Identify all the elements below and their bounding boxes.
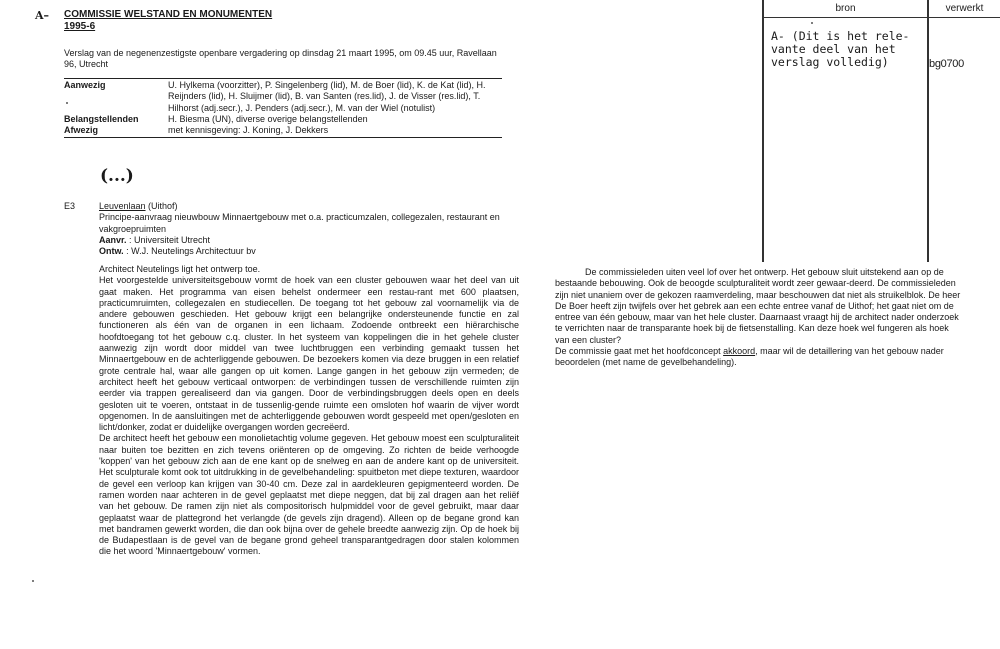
designer-label: Ontw. [99, 246, 124, 257]
paragraph: Architect Neutelings ligt het ontwerp toe. [99, 264, 261, 274]
item-description: Principe-aanvraag nieuwbouw Minnaertgebouw met o.a. practicumzalen, collegezalen, restaurant en vakgroepruimten [99, 212, 500, 234]
applicant-label: Aanvr. [99, 234, 127, 245]
section-marker: A– [35, 9, 50, 22]
source-table-divider [927, 0, 929, 262]
attendance-row-absent [64, 125, 502, 136]
bron-line: verslag volledig) [771, 55, 889, 69]
title-line-2: 1995-6 [64, 21, 96, 32]
item-applicant [99, 235, 519, 246]
omission-ellipsis: (...) [100, 166, 134, 186]
attendance-label: Belangstellenden [64, 113, 139, 124]
document-title [64, 9, 272, 33]
attendance-row-interested [64, 114, 502, 125]
assessment-paragraph: De commissieleden uiten veel lof over het ontwerp. Het gebouw sluit uitstekend aan op de bestaande bebouwing. Ook de beoogde sculpturaliteit wordt zeer gewaar-deerd. De commissieleden zijn niet unaniem over de gekozen raamverdeling, maar beschouwen dat niet als struikelblok. De heer De Boer heeft zijn twijfels over het gebrek aan een echte entree vanaf de Uithof; het gaat niet om de entree van één gebouw, maar van het hele cluster. Daarnaast vraagt hij de architect nader onderzoek te verrichten naar de transparante hoek bij de fietsenstalling. Kan deze hoek wel fungeren als hoek van een cluster? [555, 267, 961, 345]
meeting-intro: Verslag van de negenenzestigste openbare vergadering op dinsdag 21 maart 1995, om 09.45 uur, Ravellaan 96, Utrecht [64, 48, 497, 70]
item-location-suffix: (Uithof) [145, 201, 178, 211]
item-designer [99, 246, 519, 257]
paragraph: De architect heeft het gebouw een monolietachtig volume gegeven. Het gebouw moest een sculpturaliteit naar buiten toe bezitten en zich tevens oriënteren op de omgeving. Zo richten de beide verhoogde 'koppen' van het gebouw zich aan de ene kant op de snelweg en aan de andere kant op de universiteit. Het sculpturale komt ook tot uitdrukking in de gevelbehandeling: spuitbeton met diepe texturen, waardoor de gevel een verloop kan krijgen van 30-40 cm. Deze zal in aardekleuren gepigmenteerd worden. De ramen worden naar achteren in de gevel geplaatst met diepe neggen, dat bij zal dragen aan het reliëf van het gebouw. De ramen zijn niet als compositorisch hulpmiddel voor de gevel gebruikt, maar daar geplaatst waar de plattegrond het verlangde (de gevels zijn dragend). Alleen op de begane grond kan met bandramen gewerkt worden, die dan ook bijna over de gehele breedte aanwezig zijn. Op de hoek bij de Budapestlaan is de gevel van de begane grond geheel transparantgedragen door stalen kolommen die het woord 'Minnaertgebouw' vormen. [99, 433, 519, 557]
header-verwerkt: verwerkt [945, 3, 984, 14]
attendance-table [64, 78, 502, 138]
attendance-label: Aanwezig [64, 80, 106, 90]
bron-line: vante deel van het [771, 42, 896, 56]
bron-note [771, 30, 909, 69]
attendance-label: Afwezig [64, 125, 99, 136]
item-location-street: Leuvenlaan [99, 201, 146, 211]
source-table-header-line [762, 17, 1000, 18]
conclusion-keyword: akkoord [723, 346, 756, 357]
verwerkt-code: bg0700 [929, 58, 964, 70]
conclusion-post: , maar wil de detaillering van het gebouw nader beoordelen (met name de gevelbehandeling). [555, 346, 944, 368]
designer-value: : W.J. Neutelings Architectuur bv [123, 246, 256, 257]
conclusion-paragraph [555, 346, 965, 369]
title-line-1: COMMISSIE WELSTAND EN MONUMENTEN [64, 9, 273, 20]
scan-speck [811, 22, 813, 24]
agenda-item [99, 201, 519, 257]
item-location [99, 201, 519, 212]
applicant-value: : Universiteit Utrecht [126, 234, 211, 245]
paragraph: Het voorgestelde universiteitsgebouw vormt de hoek van een cluster gebouwen waar het deel van uit gaat maken. Het programma van eisen behelst ondermeer een restau-rant met 600 plaatsen, practicumruimten, collegezalen en studiecellen. De toegang tot het gebouw zal voornamelijk via de andere gebouwen geschieden. Het gebouw krijgt een belangrijke ondersteunende functie en zal functioneren als één van de organen in een lichaam. Zodoende ontbreekt een hiërarchische hoofdtoegang tot het gebouw c.q. cluster. In het systeem van koppelingen die in het gehele cluster aanwezig zijn wordt door middel van twee luchtbruggen een verbinding gemaakt tussen het Minnaertgebouw en de achterliggende gebouwen. De bezoekers komen via deze bruggen in een relatief grote centrale hal, waar alle gangen op uit komen. Lange gangen in het gebouw zijn vermeden; de architect heeft het gebouw verticaal ontworpen: de verbindingen tussen de verschillende ruimten zijn eerder via trappen gerealiseerd dan via gangen. Door de verbindingsbruggen deels open en deels gesloten uit te voeren, ontstaat in de tussenlig-gende ruimte een omsloten hof waarin de vijver wordt opgenomen. In de aansluitingen met de achterliggende gebouwen wordt gespeeld met open/gesloten en licht/donker, zodat er duidelijke overgangen worden gecreëerd. [99, 275, 519, 433]
scan-speck [66, 102, 68, 104]
scan-speck [32, 580, 34, 582]
item-discussion [99, 264, 519, 558]
item-code: E3 [64, 201, 76, 211]
bron-line: A- (Dit is het rele- [771, 29, 910, 43]
attendance-value: U. Hylkema (voorzitter), P. Singelenberg (lid), M. de Boer (lid), K. de Kat (lid), H. Reijnders (lid), H. Sluijmer (lid), B. van Santen (res.lid), J. de Visser (res.lid), T. Hilhorst (adj.secr.), J. Penders (adj.secr.), M. van der Wiel (notulist) [168, 80, 486, 113]
attendance-row-present [64, 80, 502, 114]
conclusion-pre: De commissie gaat met het hoofdconcept [555, 346, 724, 357]
header-bron: bron [835, 3, 856, 14]
attendance-value: H. Biesma (UN), diverse overige belangstellenden [168, 113, 368, 124]
attendance-value: met kennisgeving: J. Koning, J. Dekkers [168, 125, 329, 136]
commission-assessment [555, 267, 965, 369]
